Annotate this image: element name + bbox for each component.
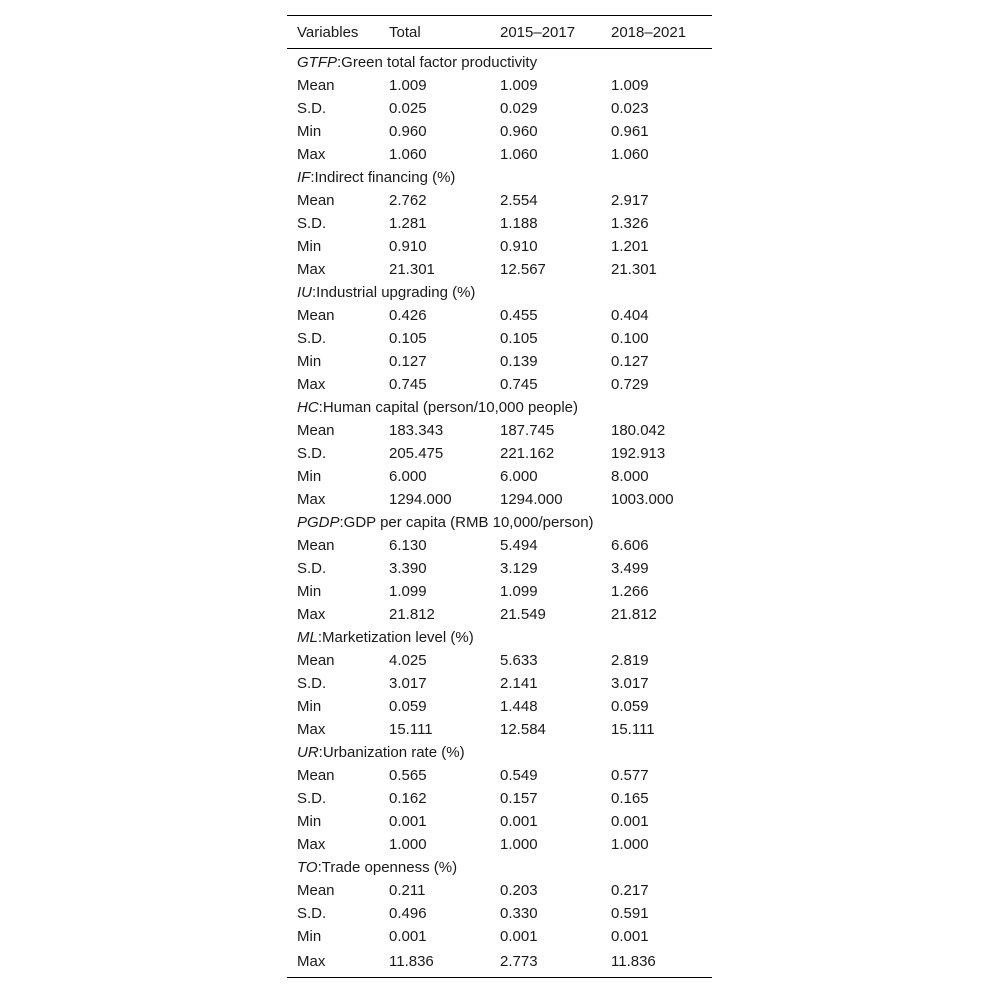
stat-name-cell: Mean (297, 192, 335, 209)
period-2015-2017-cell: 0.455 (500, 307, 538, 324)
period-2015-2017-cell: 1.000 (500, 836, 538, 853)
total-cell: 1.060 (389, 146, 427, 163)
variable-description: :Trade openness (%) (317, 859, 458, 876)
stat-name-cell: Min (297, 468, 322, 485)
variable-group-label (287, 396, 712, 419)
period-2018-2021-cell: 0.577 (611, 767, 649, 784)
table-row (287, 925, 712, 948)
table-header (287, 16, 712, 49)
table-row (287, 534, 712, 557)
stat-name-cell: Max (297, 721, 326, 738)
table-row (287, 810, 712, 833)
stat-name-cell: Mean (297, 77, 335, 94)
table-row (287, 764, 712, 787)
stat-name-cell: Mean (297, 537, 335, 554)
variable-group-row (287, 49, 712, 75)
table-row (287, 143, 712, 166)
table-row (287, 258, 712, 281)
table-row (287, 465, 712, 488)
variable-group-label (287, 166, 712, 189)
stat-name-cell: Min (297, 928, 322, 945)
period-2015-2017-cell: 12.584 (500, 721, 546, 738)
stat-name-cell: Max (297, 146, 326, 163)
period-2015-2017-cell: 0.157 (500, 790, 538, 807)
period-2018-2021-cell: 3.017 (611, 675, 649, 692)
table-row (287, 419, 712, 442)
period-2015-2017-cell: 5.633 (500, 652, 538, 669)
period-2015-2017-cell: 21.549 (500, 606, 546, 623)
total-cell: 0.565 (389, 767, 427, 784)
stat-name-cell: Mean (297, 422, 335, 439)
total-cell: 0.910 (389, 238, 427, 255)
period-2015-2017-cell: 0.001 (500, 813, 538, 830)
variable-group-label (287, 281, 712, 304)
total-cell: 0.162 (389, 790, 427, 807)
variable-description: :Marketization level (%) (317, 629, 474, 646)
variable-description: :Industrial upgrading (%) (312, 284, 476, 301)
stat-name-cell: Max (297, 261, 326, 278)
variable-group-label (287, 511, 712, 534)
total-cell: 1.099 (389, 583, 427, 600)
total-cell: 0.001 (389, 813, 427, 830)
total-cell: 0.960 (389, 123, 427, 140)
period-2015-2017-cell: 1.188 (500, 215, 538, 232)
table-row (287, 580, 712, 603)
stat-name-cell: Max (287, 948, 379, 978)
total-cell: 1.009 (389, 77, 427, 94)
stat-name-cell: Mean (297, 767, 335, 784)
stat-name-cell: Max (297, 376, 326, 393)
total-cell: 0.426 (389, 307, 427, 324)
total-cell: 0.745 (389, 376, 427, 393)
stat-name-cell: Max (297, 491, 326, 508)
period-2018-2021-cell: 0.404 (611, 307, 649, 324)
total-cell: 6.000 (389, 468, 427, 485)
period-2015-2017-cell: 2.554 (500, 192, 538, 209)
period-2018-2021-cell: 2.819 (611, 652, 649, 669)
stat-name-cell: S.D. (297, 215, 327, 232)
header-period-2018-2021: 2018–2021 (611, 23, 687, 41)
total-cell: 0.496 (389, 905, 427, 922)
variable-group-row (287, 626, 712, 649)
period-2018-2021-cell: 0.023 (611, 100, 649, 117)
table-row (287, 74, 712, 97)
stat-name-cell: Max (297, 836, 326, 853)
period-2018-2021-cell: 8.000 (611, 468, 649, 485)
period-2018-2021-cell: 0.591 (611, 905, 649, 922)
stat-name-cell: Min (297, 123, 322, 140)
period-2015-2017-cell: 0.105 (500, 330, 538, 347)
stat-name-cell: S.D. (297, 445, 327, 462)
total-cell: 0.127 (389, 353, 427, 370)
total-cell: 0.025 (389, 100, 427, 117)
period-2018-2021-cell: 2.917 (611, 192, 649, 209)
table-row (287, 833, 712, 856)
period-2018-2021-cell: 21.301 (611, 261, 657, 278)
period-2018-2021-cell: 11.836 (601, 948, 712, 978)
period-2015-2017-cell: 0.330 (500, 905, 538, 922)
total-cell: 15.111 (389, 721, 433, 738)
stat-name-cell: Min (297, 583, 322, 600)
period-2015-2017-cell: 5.494 (500, 537, 538, 554)
total-cell: 205.475 (389, 445, 444, 462)
period-2018-2021-cell: 1003.000 (611, 491, 674, 508)
period-2018-2021-cell: 1.009 (611, 77, 649, 94)
table-row (287, 235, 712, 258)
period-2015-2017-cell: 1.099 (500, 583, 538, 600)
total-cell: 1.281 (389, 215, 427, 232)
period-2018-2021-cell: 192.913 (611, 445, 666, 462)
period-2015-2017-cell: 0.549 (500, 767, 538, 784)
variable-group-row (287, 741, 712, 764)
total-cell: 11.836 (379, 948, 490, 978)
period-2015-2017-cell: 3.129 (500, 560, 538, 577)
period-2018-2021-cell: 15.111 (611, 721, 655, 738)
descriptive-statistics-table (287, 15, 712, 978)
stat-name-cell: Min (297, 353, 322, 370)
period-2018-2021-cell: 0.729 (611, 376, 649, 393)
period-2015-2017-cell: 1.448 (500, 698, 538, 715)
period-2015-2017-cell: 1.060 (500, 146, 538, 163)
total-cell: 4.025 (389, 652, 427, 669)
total-cell: 3.017 (389, 675, 427, 692)
stat-name-cell: S.D. (297, 560, 327, 577)
period-2018-2021-cell: 1.201 (611, 238, 649, 255)
header-period-2015-2017: 2015–2017 (500, 23, 576, 41)
period-2018-2021-cell: 1.000 (611, 836, 649, 853)
stat-name-cell: Max (297, 606, 326, 623)
total-cell: 0.211 (389, 882, 426, 899)
total-cell: 21.812 (389, 606, 435, 623)
variable-group-row (287, 166, 712, 189)
total-cell: 3.390 (389, 560, 427, 577)
period-2015-2017-cell: 0.139 (500, 353, 538, 370)
table-row (287, 649, 712, 672)
variable-description: :Human capital (person/10,000 people) (318, 399, 579, 416)
table-row (287, 327, 712, 350)
variable-group-label (287, 49, 712, 75)
period-2015-2017-cell: 0.960 (500, 123, 538, 140)
period-2015-2017-cell: 221.162 (500, 445, 555, 462)
stat-name-cell: S.D. (297, 790, 327, 807)
table-row (287, 695, 712, 718)
header-variables: Variables (297, 23, 359, 41)
table-row (287, 350, 712, 373)
variable-description: :Indirect financing (%) (310, 169, 456, 186)
period-2015-2017-cell: 0.910 (500, 238, 538, 255)
period-2018-2021-cell: 0.001 (611, 928, 649, 945)
total-cell: 0.105 (389, 330, 427, 347)
table-row (287, 97, 712, 120)
variable-group-row (287, 511, 712, 534)
variable-code: IU (297, 284, 312, 301)
variable-code: PGDP (297, 514, 340, 531)
period-2018-2021-cell: 1.266 (611, 583, 649, 600)
table-row (287, 603, 712, 626)
total-cell: 0.059 (389, 698, 427, 715)
total-cell: 1294.000 (389, 491, 452, 508)
total-cell: 2.762 (389, 192, 427, 209)
period-2018-2021-cell: 0.100 (611, 330, 649, 347)
total-cell: 0.001 (389, 928, 427, 945)
header-row (287, 16, 712, 49)
period-2015-2017-cell: 2.141 (500, 675, 538, 692)
table-row (287, 212, 712, 235)
table-row (287, 189, 712, 212)
table-row (287, 672, 712, 695)
variable-group-label (287, 741, 712, 764)
table-row (287, 304, 712, 327)
variable-code: ML (297, 629, 318, 646)
period-2015-2017-cell: 187.745 (500, 422, 555, 439)
period-2015-2017-cell: 1.009 (500, 77, 538, 94)
table-body (287, 49, 712, 978)
stat-name-cell: Mean (297, 307, 335, 324)
variable-group-row (287, 281, 712, 304)
period-2018-2021-cell: 21.812 (611, 606, 657, 623)
total-cell: 1.000 (389, 836, 427, 853)
period-2015-2017-cell: 0.029 (500, 100, 538, 117)
stat-name-cell: S.D. (297, 330, 327, 347)
period-2015-2017-cell: 0.745 (500, 376, 538, 393)
table-row (287, 442, 712, 465)
period-2018-2021-cell: 1.060 (611, 146, 649, 163)
stat-name-cell: Mean (297, 652, 335, 669)
variable-description: :GDP per capita (RMB 10,000/person) (339, 514, 594, 531)
stat-name-cell: Min (297, 238, 322, 255)
table-row (287, 718, 712, 741)
table-row (287, 902, 712, 925)
period-2015-2017-cell: 12.567 (500, 261, 546, 278)
variable-code: UR (297, 744, 319, 761)
total-cell: 21.301 (389, 261, 435, 278)
period-2015-2017-cell: 0.001 (500, 928, 538, 945)
stat-name-cell: S.D. (297, 905, 327, 922)
period-2018-2021-cell: 0.127 (611, 353, 649, 370)
total-cell: 6.130 (389, 537, 427, 554)
variable-group-label (287, 626, 712, 649)
period-2018-2021-cell: 0.001 (611, 813, 649, 830)
variable-code: TO (297, 859, 318, 876)
period-2018-2021-cell: 0.165 (611, 790, 649, 807)
stat-name-cell: Min (297, 813, 322, 830)
variable-code: IF (297, 169, 311, 186)
period-2018-2021-cell: 3.499 (611, 560, 649, 577)
variable-description: :Urbanization rate (%) (318, 744, 465, 761)
table-row (287, 373, 712, 396)
period-2018-2021-cell: 6.606 (611, 537, 649, 554)
period-2018-2021-cell: 0.059 (611, 698, 649, 715)
variable-group-row (287, 396, 712, 419)
period-2018-2021-cell: 0.961 (611, 123, 649, 140)
period-2015-2017-cell: 0.203 (500, 882, 538, 899)
variable-description: :Green total factor productivity (337, 54, 538, 71)
table-row (287, 488, 712, 511)
stat-name-cell: Mean (297, 882, 335, 899)
period-2015-2017-cell: 2.773 (490, 948, 601, 978)
stat-name-cell: S.D. (297, 100, 327, 117)
table-row (287, 120, 712, 143)
table-row (287, 787, 712, 810)
table-row (287, 879, 712, 902)
table-row (287, 557, 712, 580)
period-2018-2021-cell: 180.042 (611, 422, 666, 439)
period-2018-2021-cell: 0.217 (611, 882, 649, 899)
period-2018-2021-cell: 1.326 (611, 215, 649, 232)
total-cell: 183.343 (389, 422, 444, 439)
period-2015-2017-cell: 1294.000 (500, 491, 563, 508)
header-total: Total (389, 23, 421, 41)
variable-group-label (287, 856, 712, 879)
variable-group-row (287, 856, 712, 879)
table-row (287, 948, 712, 978)
variable-code: GTFP (297, 54, 337, 71)
stat-name-cell: S.D. (297, 675, 327, 692)
period-2015-2017-cell: 6.000 (500, 468, 538, 485)
variable-code: HC (297, 399, 319, 416)
stat-name-cell: Min (297, 698, 322, 715)
